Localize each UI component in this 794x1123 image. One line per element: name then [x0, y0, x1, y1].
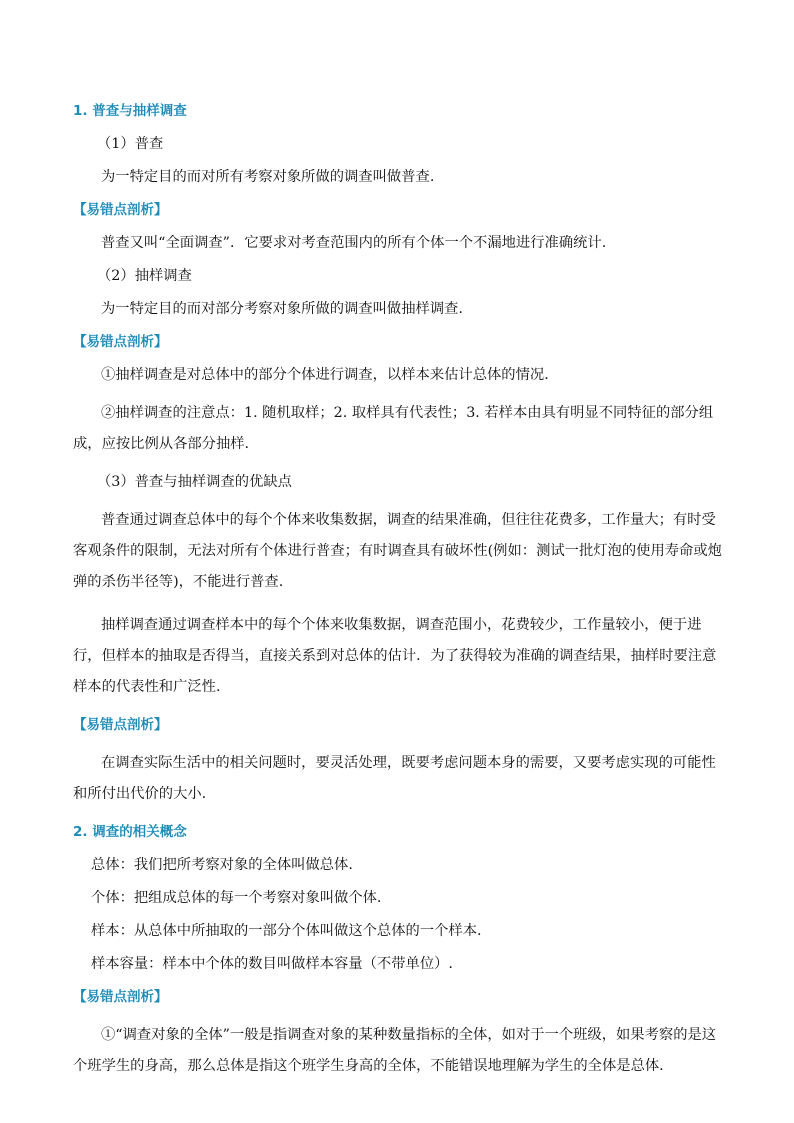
definition-population: 总体：我们把所考察对象的全体叫做总体.: [91, 857, 353, 873]
error-analysis-tag-3: 【易错点剖析】: [73, 717, 168, 733]
error-analysis-tag-4: 【易错点剖析】: [73, 989, 168, 1005]
subsection-census: （1）普查: [97, 136, 164, 152]
subsection-sampling: （2）抽样调查: [97, 268, 192, 284]
note-sampling-1: ①抽样调查是对总体中的部分个体进行调查，以样本来估计总体的情况.: [101, 367, 549, 383]
paragraph-sampling-pros-cons: 抽样调查通过调查样本中的每个个体来收集数据，调查范围小，花费较少，工作量较小，便于进行，但样本的抽取是否得当，直接关系到对总体的估计．为了获得较为准确的调查结果，抽样时要注意样本的代表性和广泛性.: [73, 617, 717, 695]
definition-sample: 样本：从总体中所抽取的一部分个体叫做这个总体的一个样本.: [91, 923, 482, 939]
note-population: ①“调查对象的全体”一般是指调查对象的某种数量指标的全体，如对于一个班级，如果考察的是这个班学生的身高，那么总体是指这个班学生身高的全体，不能错误地理解为学生的全体是总体.: [73, 1027, 717, 1074]
definition-sampling: 为一特定目的而对部分考察对象所做的调查叫做抽样调查.: [101, 301, 463, 317]
definition-sample-size: 样本容量：样本中个体的数目叫做样本容量（不带单位）.: [91, 956, 453, 972]
definition-individual: 个体：把组成总体的每一个考察对象叫做个体.: [91, 890, 382, 906]
error-analysis-tag-1: 【易错点剖析】: [73, 202, 168, 218]
section-2-title: 2. 调查的相关概念: [73, 824, 187, 840]
subsection-pros-cons: （3）普查与抽样调查的优缺点: [97, 474, 292, 490]
document-content: [73, 101, 723, 1084]
error-analysis-tag-2: 【易错点剖析】: [73, 334, 168, 350]
note-census: 普查又叫“全面调查”．它要求对考查范围内的所有个体一个不漏地进行准确统计.: [101, 235, 607, 251]
paragraph-census-pros-cons: 普查通过调查总体中的每个个体来收集数据，调查的结果准确，但往往花费多，工作量大；有时受客观条件的限制，无法对所有个体进行普查；有时调查具有破坏性(例如：测试一批灯泡的使用寿命或炮弹的杀伤半径等)，不能进行普查.: [73, 512, 722, 590]
definition-census: 为一特定目的而对所有考察对象所做的调查叫做普查.: [101, 169, 435, 185]
note-sampling-2: ②抽样调查的注意点：1. 随机取样；2. 取样具有代表性；3. 若样本由具有明显不同特征的部分组成，应按比例从各部分抽样.: [73, 405, 714, 452]
note-practical: 在调查实际生活中的相关问题时，要灵活处理，既要考虑问题本身的需要，又要考虑实现的可能性和所付出代价的大小.: [73, 755, 716, 802]
section-1-title: 1. 普查与抽样调查: [73, 103, 187, 119]
